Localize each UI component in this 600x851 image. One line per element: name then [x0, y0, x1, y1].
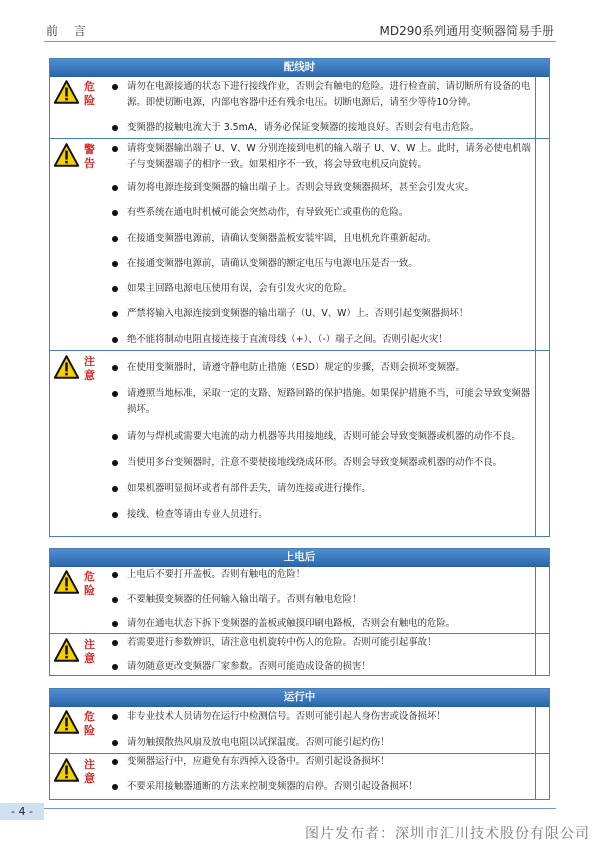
warning-triangle-icon — [53, 142, 80, 168]
list-item: 如果主回路电源电压使用有误，会有引发火灾的危险。 — [120, 281, 532, 297]
group-label: 危险 — [84, 710, 95, 737]
list-item: 在接通变频器电源前，请确认变频器的额定电压与电源电压是否一致。 — [120, 256, 532, 272]
list-item: 请勿在电源接通的状态下进行接线作业，否则会有触电的危险。进行检查前，请切断所有设备的电源。即使切断电源，内部电容器中还有残余电压。切断电源后，请至少等待10分钟。 — [120, 79, 532, 111]
list-item: 请遵照当地标准，采取一定的支路、短路回路的保护措施。如果保护措施不当，可能会导致变频器损坏。 — [120, 386, 532, 418]
list-item: 严禁将输入电源连接到变频器的输出端子（U、V、W）上。否则引起变频器损坏！ — [120, 306, 532, 322]
group-label: 注意 — [84, 758, 95, 785]
list-item: 请勿随意更改变频器厂家参数。否则可能造成设备的损害！ — [120, 659, 532, 675]
section-title: 上电后 — [50, 549, 549, 567]
section-title: 配线时 — [50, 59, 549, 77]
warning-triangle-icon — [53, 709, 80, 735]
list-item: 不要触摸变频器的任何输入输出端子。否则有触电危险！ — [120, 592, 532, 608]
list-item: 变频器的接触电流大于 3.5mA，请务必保证变频器的接地良好。否则会有电击危险。 — [120, 120, 532, 136]
publisher-watermark: 图片发布者：深圳市汇川技术股份有限公司 — [305, 826, 590, 842]
list-item: 在使用变频器时，请遵守静电防止措施（ESD）规定的步骤，否则会损坏变频器。 — [120, 360, 532, 376]
list-item: 绝不能将制动电阻直接连接于直流母线（+）、（-）端子之间。否则引起火灾！ — [120, 332, 532, 348]
list-item: 非专业技术人员请勿在运行中检测信号。否则可能引起人身伤害或设备损坏！ — [120, 709, 532, 725]
section-wiring — [49, 58, 550, 537]
group-label: 危险 — [84, 80, 95, 107]
list-item: 请勿与焊机或需要大电流的动力机器等共用接地线，否则可能会导致变频器或机器的动作不良。 — [120, 429, 532, 445]
warning-triangle-icon — [53, 354, 80, 380]
group-label: 危险 — [84, 570, 95, 597]
section-running — [49, 688, 550, 800]
header-section-label: 前 言 — [46, 24, 92, 38]
list-item: 请将变频器输出端子 U、V、W 分别连接到电机的输入端子 U、V、W 上。此时，请务必使电机端子与变频器端子的相序一致。如果相序不一致，将会导致电机反向旋转。 — [120, 141, 532, 173]
list-item: 上电后不要打开盖板。否则有触电的危险！ — [120, 567, 532, 583]
list-item: 接线、检查等请由专业人员进行。 — [120, 507, 532, 523]
warning-triangle-icon — [53, 79, 80, 105]
list-item: 请勿触摸散热风扇及放电电阻以试探温度。否则可能引起灼伤！ — [120, 735, 532, 751]
footer-rule — [44, 808, 556, 809]
list-item: 请勿将电源连接到变频器的输出端子上。否则会导致变频器损坏，甚至会引发火灾。 — [120, 180, 532, 196]
warning-triangle-icon — [53, 637, 80, 663]
list-item: 变频器运行中，应避免有东西掉入设备中。否则引起设备损坏！ — [120, 754, 532, 770]
list-item: 不要采用接触器通断的方法来控制变频器的启停。否则引起设备损坏！ — [120, 779, 532, 795]
section-power-on — [49, 548, 550, 676]
section-title: 运行中 — [50, 689, 549, 707]
warning-triangle-icon — [53, 569, 80, 595]
list-item: 在接通变频器电源前，请确认变频器盖板安装牢固，且电机允许重新起动。 — [120, 231, 532, 247]
group-label: 注意 — [84, 355, 95, 382]
group-label: 警告 — [84, 143, 95, 170]
page-number: - 4 - — [0, 803, 44, 820]
header-rule — [44, 41, 556, 42]
list-item: 若需要进行参数辨识，请注意电机旋转中伤人的危险。否则可能引起事故！ — [120, 635, 532, 651]
warning-triangle-icon — [53, 757, 80, 783]
list-item: 请勿在通电状态下拆下变频器的盖板或触摸印刷电路板，否则会有触电的危险。 — [120, 616, 532, 632]
header-manual-title: MD290系列通用变频器简易手册 — [379, 24, 554, 38]
group-label: 注意 — [84, 638, 95, 665]
list-item: 当使用多台变频器时，注意不要使接地线绕成环形。否则会导致变频器或机器的动作不良。 — [120, 455, 532, 471]
list-item: 如果机器明显损坏或者有部件丢失，请勿连接或进行操作。 — [120, 481, 532, 497]
list-item: 有些系统在通电时机械可能会突然动作，有导致死亡或重伤的危险。 — [120, 205, 532, 221]
